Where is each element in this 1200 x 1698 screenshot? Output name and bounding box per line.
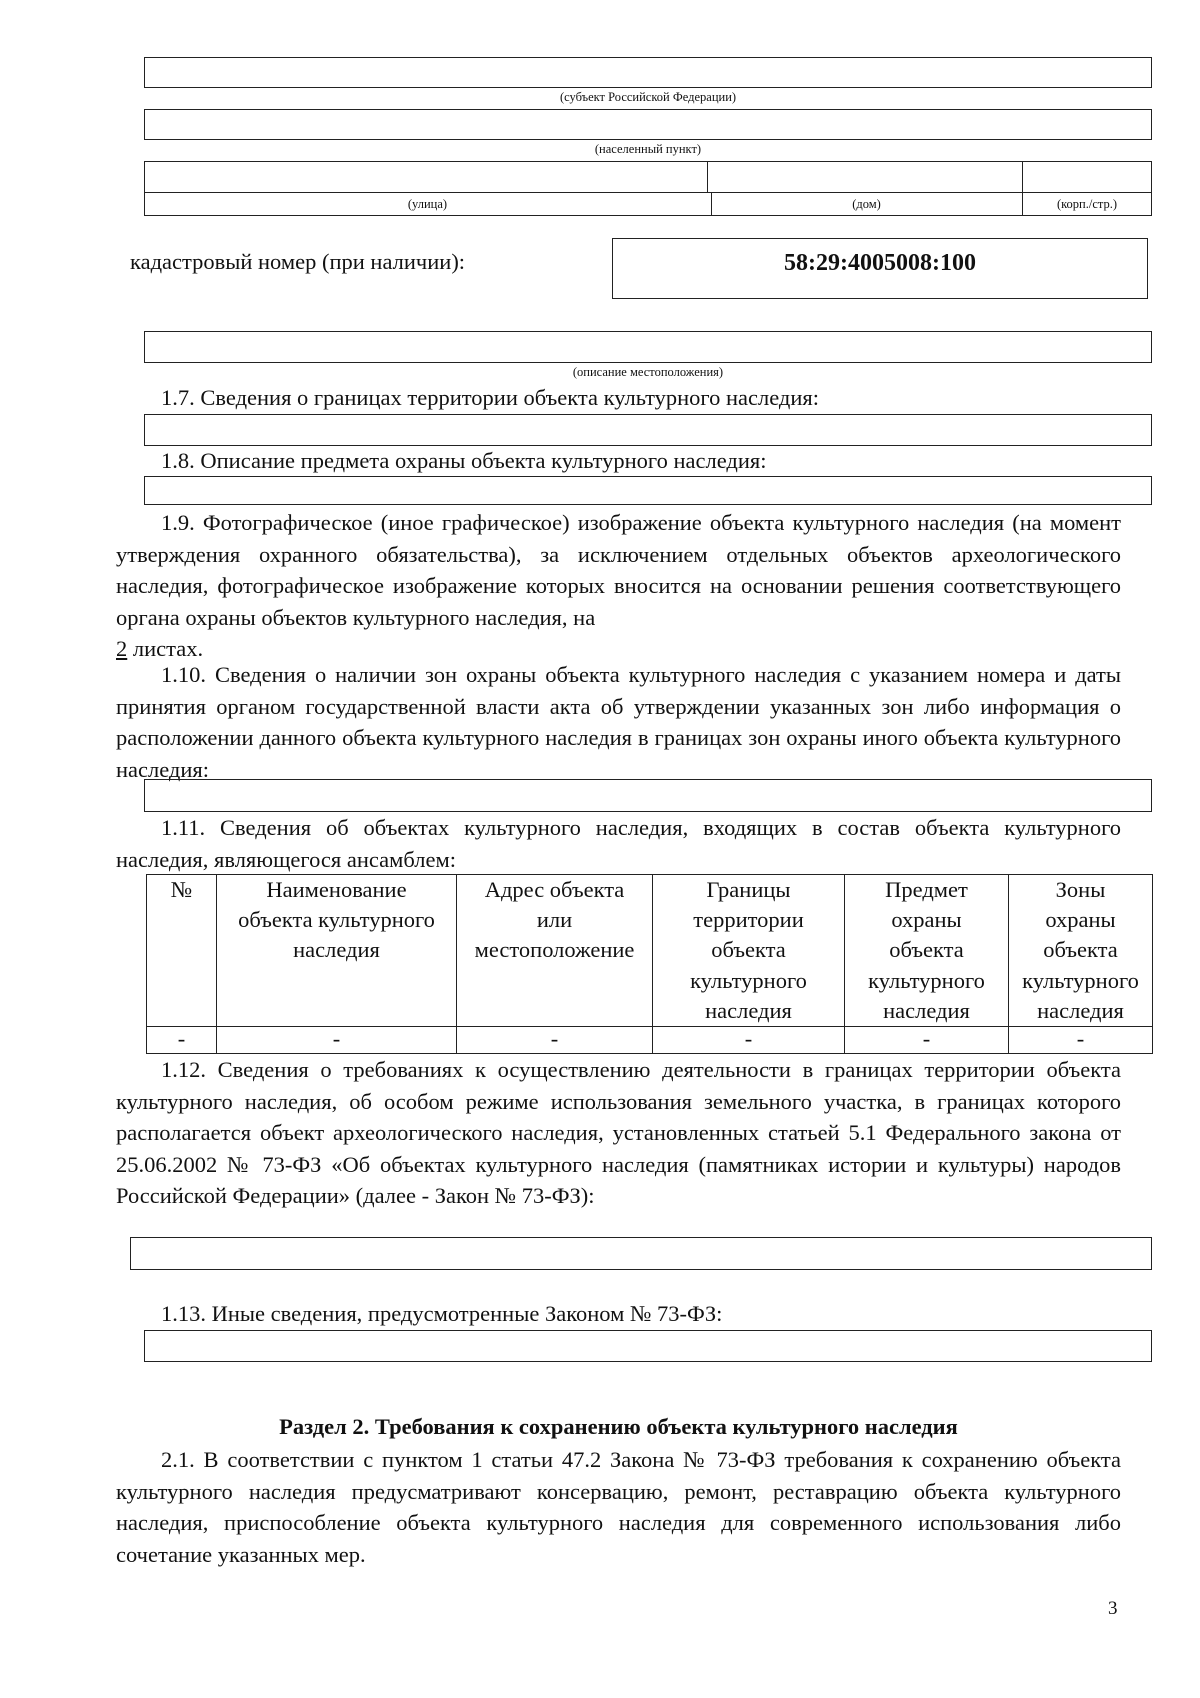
building-caption: (корп./стр.) — [1056, 197, 1118, 211]
table-header-line: объекта — [889, 937, 964, 963]
table-header-cell — [653, 875, 845, 1027]
house-field[interactable] — [707, 161, 1023, 193]
table-header-line: наследия — [705, 997, 792, 1023]
table-header-line: Границы — [706, 877, 791, 902]
street-caption: (улица) — [407, 197, 448, 211]
table-header-cell — [1009, 875, 1153, 1027]
item-1-11 — [116, 812, 1121, 875]
location-field[interactable] — [144, 331, 1152, 363]
table-header-cell — [845, 875, 1009, 1027]
item-1-12-field[interactable] — [130, 1237, 1152, 1270]
item-1-9-sheet-count: 2 — [116, 636, 128, 662]
item-1-12-text: 1.12. Сведения о требованиях к осуществлению деятельности в границах территории объекта культурного наследия, об особом режиме использования земельного участка, в границах которого располагается объект археологического наследия, установленных статьей 5.1 Федерального закона от 25.06.2002 № 73-ФЗ «Об объектах культурного наследия (памятниках истории и культуры) народов Российской Федерации» (далее - Закон № 73-ФЗ): — [116, 1057, 1121, 1209]
item-1-10-text: 1.10. Сведения о наличии зон охраны объекта культурного наследия с указанием номера и даты принятия органом государственной власти акта об утверждении указанных зон либо информация о расположении данного объекта культурного наследия в границах зон охраны иного объекта культурного наследия: — [116, 662, 1121, 782]
table-cell: - — [845, 1027, 1009, 1054]
table-header-line: охраны — [1045, 907, 1116, 933]
table-header-line: Зоны — [1055, 877, 1106, 902]
table-header-line: местоположение — [474, 937, 635, 963]
table-header-line: территории — [693, 907, 804, 933]
table-header-line: наследия — [1037, 997, 1124, 1023]
table-header-line: Наименование — [266, 877, 407, 902]
table-header-row — [147, 875, 1153, 1027]
table-cell: - — [653, 1027, 845, 1054]
table-cell: - — [147, 1027, 217, 1054]
table-header-line: Предмет — [885, 877, 968, 902]
locality-field[interactable] — [144, 109, 1152, 140]
table-header-line: охраны — [891, 907, 962, 933]
cadastral-number-field[interactable] — [612, 238, 1148, 299]
item-1-7: 1.7. Сведения о границах территории объекта культурного наследия: — [161, 385, 819, 410]
ensemble-objects-table — [146, 874, 1153, 1054]
item-1-12 — [116, 1054, 1121, 1212]
table-header-line: культурного — [690, 967, 807, 993]
item-1-9-tail: листах. — [127, 636, 204, 662]
item-1-10-field[interactable] — [144, 779, 1152, 812]
cadastral-label: кадастровый номер (при наличии): — [130, 249, 466, 274]
item-1-11-text: 1.11. Сведения об объектах культурного наследия, входящих в состав объекта культурного наследия, являющегося ансамблем: — [116, 815, 1121, 872]
item-1-7-field[interactable] — [144, 414, 1152, 446]
table-header-line: объекта — [711, 937, 786, 963]
table-cell: - — [217, 1027, 457, 1054]
item-1-13-field[interactable] — [144, 1330, 1152, 1362]
table-header-cell — [457, 875, 653, 1027]
page-number: 3 — [1108, 1598, 1118, 1619]
item-2-1 — [116, 1444, 1121, 1570]
table-cell: - — [1009, 1027, 1153, 1054]
location-caption: (описание местоположения) — [572, 365, 724, 379]
table-header-line: или — [536, 907, 573, 933]
table-header-line: Адрес объекта — [484, 877, 625, 902]
table-header-line: объекта — [1043, 937, 1118, 963]
house-caption: (дом) — [852, 197, 881, 211]
locality-caption: (населенный пункт) — [594, 142, 702, 156]
table-cell: - — [457, 1027, 653, 1054]
subject-caption: (субъект Российской Федерации) — [559, 90, 737, 104]
item-1-8: 1.8. Описание предмета охраны объекта культурного наследия: — [161, 448, 767, 473]
street-field[interactable] — [144, 161, 708, 193]
table-header-line: культурного — [1022, 967, 1139, 993]
table-header-line: № — [170, 877, 193, 902]
item-1-10 — [116, 659, 1121, 785]
item-2-1-text: 2.1. В соответствии с пунктом 1 статьи 47.2 Закона № 73-ФЗ требования к сохранению объекта культурного наследия предусматривают консервацию, ремонт, реставрацию объекта культурного наследия, приспособление объекта культурного наследия для современного использования либо сочетание указанных мер. — [116, 1447, 1121, 1567]
cadastral-number-value: 58:29:4005008:100 — [784, 250, 976, 276]
table-header-line: объекта культурного — [238, 907, 435, 933]
table-header-line: наследия — [883, 997, 970, 1023]
table-row — [147, 1027, 1153, 1054]
item-1-8-field[interactable] — [144, 476, 1152, 505]
subject-field[interactable] — [144, 57, 1152, 88]
building-field[interactable] — [1022, 161, 1152, 193]
table-header-cell — [147, 875, 217, 1027]
table-header-line: наследия — [293, 937, 380, 963]
item-1-13: 1.13. Иные сведения, предусмотренные Законом № 73-ФЗ: — [161, 1301, 723, 1326]
section-2-title: Раздел 2. Требования к сохранению объекта культурного наследия — [279, 1414, 958, 1439]
table-header-cell — [217, 875, 457, 1027]
item-1-9 — [116, 507, 1121, 665]
item-1-9-text: 1.9. Фотографическое (иное графическое) изображение объекта культурного наследия (на момент утверждения охранного обязательства), за исключением отдельных объектов археологического наследия, фотографическое изображение которых вносится на основании решения соответствующего органа охраны объектов культурного наследия, на — [116, 510, 1121, 630]
table-header-line: культурного — [868, 967, 985, 993]
